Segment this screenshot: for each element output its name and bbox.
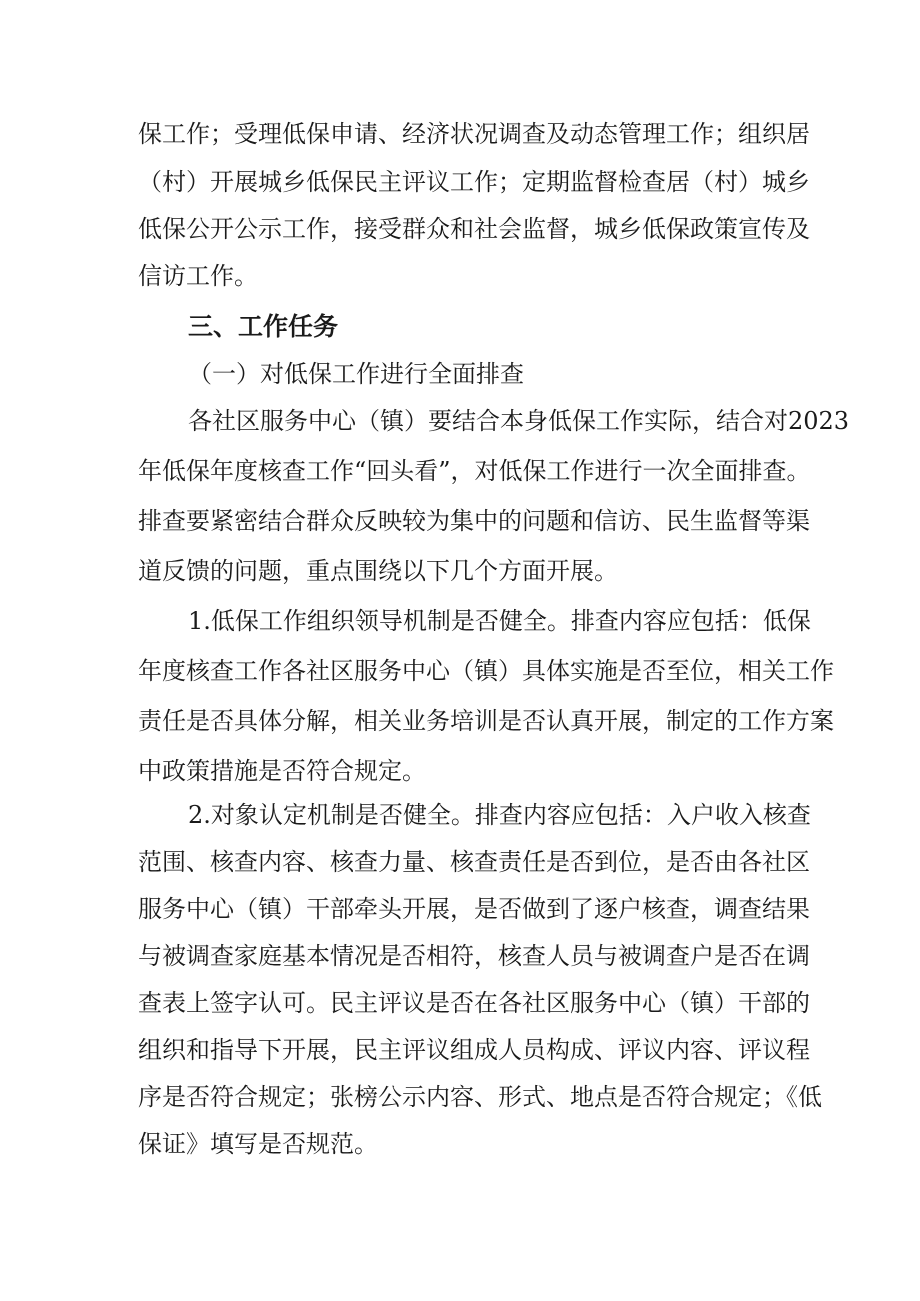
para3-line-5: 查表上签字认可。民主评议是否在各社区服务中心（镇）干部的 (138, 989, 810, 1017)
para3-line-1: 2.对象认定机制是否健全。排查内容应包括：入户收入核查 (188, 801, 811, 829)
para3-line-6: 组织和指导下开展，民主评议组成人员构成、评议内容、评议程 (138, 1036, 810, 1064)
intro-line-1: 保工作；受理低保申请、经济状况调查及动态管理工作；组织居 (138, 120, 810, 148)
intro-line-2: （村）开展城乡低保民主评议工作；定期监督检查居（村）城乡 (138, 168, 810, 196)
para3-line-4: 与被调查家庭基本情况是否相符，核查人员与被调查户是否在调 (138, 942, 810, 970)
para3-line-2: 范围、核查内容、核查力量、核查责任是否到位，是否由各社区 (138, 848, 810, 876)
para1-line-1: 各社区服务中心（镇）要结合本身低保工作实际，结合对2023 (188, 407, 850, 435)
para3-line-8: 保证》填写是否规范。 (138, 1130, 378, 1158)
intro-line-3: 低保公开公示工作，接受群众和社会监督，城乡低保政策宣传及 (138, 215, 810, 243)
section-heading: 三、工作任务 (188, 312, 339, 341)
para2-line-4: 中政策措施是否符合规定。 (138, 757, 426, 785)
para2-line-3: 责任是否具体分解，相关业务培训是否认真开展，制定的工作方案 (138, 707, 834, 735)
para3-line-7: 序是否符合规定；张榜公示内容、形式、地点是否符合规定；《低 (138, 1083, 822, 1111)
intro-line-4: 信访工作。 (138, 262, 258, 290)
para2-line-1: 1.低保工作组织领导机制是否健全。排查内容应包括：低保 (188, 607, 811, 635)
subsection-heading: （一）对低保工作进行全面排查 (188, 360, 524, 388)
para1-line-2: 年低保年度核查工作“回头看”，对低保工作进行一次全面排查。 (138, 457, 811, 485)
para1-line-4: 道反馈的问题，重点围绕以下几个方面开展。 (138, 557, 618, 585)
para2-line-2: 年度核查工作各社区服务中心（镇）具体实施是否至位，相关工作 (138, 657, 834, 685)
para1-line-3: 排查要紧密结合群众反映较为集中的问题和信访、民生监督等渠 (138, 507, 810, 535)
para3-line-3: 服务中心（镇）干部牵头开展，是否做到了逐户核查，调查结果 (138, 895, 810, 923)
